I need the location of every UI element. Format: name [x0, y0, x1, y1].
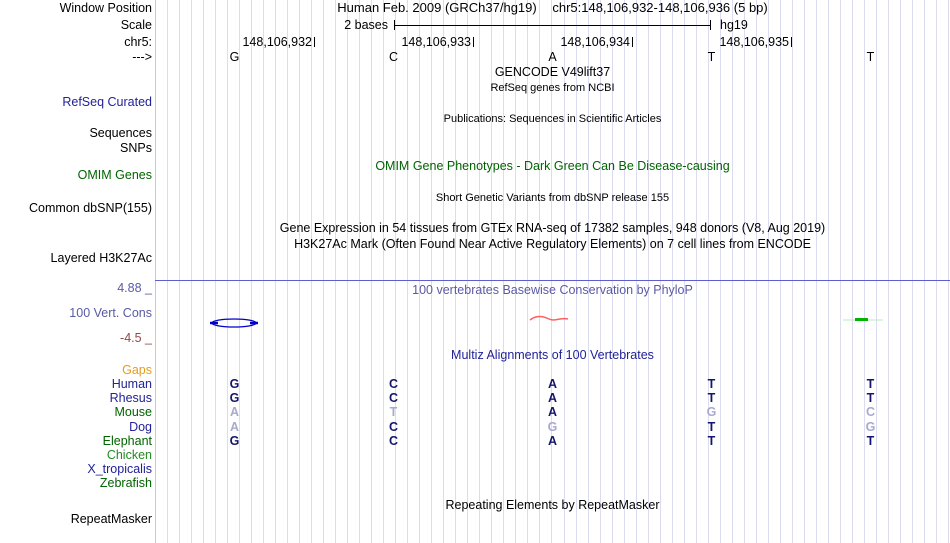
alignment-base: T — [707, 420, 716, 434]
conservation-mark-dash — [843, 318, 883, 321]
conservation-mark-arc — [530, 317, 568, 321]
alignment-base: C — [865, 405, 876, 419]
alignment-base: T — [707, 434, 716, 448]
alignment-row-label-gaps[interactable]: Gaps — [122, 363, 152, 377]
conservation-max-limit: 4.88 _ — [117, 281, 152, 295]
alignment-base: C — [388, 434, 399, 448]
track-title-publications[interactable]: Publications: Sequences in Scientific Articles — [443, 113, 662, 125]
assembly-short-label: hg19 — [720, 18, 748, 32]
alignment-base: C — [388, 391, 399, 405]
track-title-gtex[interactable]: Gene Expression in 54 tissues from GTEx RNA-seq of 17382 samples, 948 donors (V8, Aug 2019) — [279, 221, 826, 235]
track-title-gencode[interactable]: GENCODE V49lift37 — [494, 65, 611, 79]
track-label-refseq-curated[interactable]: RefSeq Curated — [62, 95, 152, 109]
alignment-base: T — [866, 377, 875, 391]
strand-arrow-label: ---> — [132, 50, 152, 64]
conservation-min-limit: -4.5 _ — [120, 331, 152, 345]
track-label-layered-h3k27ac[interactable]: Layered H3K27Ac — [50, 251, 152, 265]
alignment-row-label-elephant[interactable]: Elephant — [102, 434, 152, 448]
track-label-omim-genes[interactable]: OMIM Genes — [77, 168, 152, 182]
alignment-base: A — [547, 377, 558, 391]
sequence-base: A — [548, 50, 557, 64]
position-title: chr5:148,106,932-148,106,936 (5 bp) — [552, 0, 768, 15]
sequence-base: T — [866, 50, 875, 64]
alignment-base: G — [547, 420, 558, 434]
alignment-base: A — [547, 434, 558, 448]
sequence-base: T — [707, 50, 716, 64]
alignment-row-label-rhesus[interactable]: Rhesus — [109, 391, 152, 405]
track-title-omim[interactable]: OMIM Gene Phenotypes - Dark Green Can Be Disease-causing — [375, 159, 730, 173]
alignment-base: A — [229, 420, 240, 434]
alignment-base: T — [707, 391, 716, 405]
window-position-title — [155, 1, 950, 15]
alignment-base: T — [707, 377, 716, 391]
alignment-row-label-zebrafish[interactable]: Zebrafish — [99, 476, 152, 490]
alignment-base: T — [866, 391, 875, 405]
sequence-base: G — [229, 50, 240, 64]
track-label-snps[interactable]: SNPs — [120, 141, 152, 155]
ruler-tick — [791, 37, 792, 47]
alignment-base: G — [865, 420, 876, 434]
chrom-label: chr5: — [124, 35, 152, 49]
assembly-title: Human Feb. 2009 (GRCh37/hg19) — [337, 0, 537, 15]
ruler-coordinate: 148,106,934 — [560, 35, 630, 49]
track-label-common-dbsnp[interactable]: Common dbSNP(155) — [29, 201, 152, 215]
alignment-row-label-mouse[interactable]: Mouse — [114, 405, 152, 419]
alignment-base: T — [389, 405, 398, 419]
track-title-multiz[interactable]: Multiz Alignments of 100 Vertebrates — [451, 348, 654, 362]
track-label-repeatmasker[interactable]: RepeatMasker — [70, 512, 152, 526]
ruler-tick — [314, 37, 315, 47]
alignment-base: G — [229, 377, 240, 391]
track-label-100-vert-cons[interactable]: 100 Vert. Cons — [69, 306, 152, 320]
scale-bar-left-tick — [394, 20, 395, 30]
alignment-base: T — [866, 434, 875, 448]
conservation-wiggle-layer — [155, 308, 950, 338]
alignment-row-label-human[interactable]: Human — [111, 377, 152, 391]
track-label-sequences[interactable]: Sequences — [89, 126, 152, 140]
alignment-row-label-dog[interactable]: Dog — [129, 420, 152, 434]
alignment-base: A — [547, 391, 558, 405]
scale-value: 2 bases — [344, 18, 388, 32]
alignment-base: C — [388, 420, 399, 434]
ruler-tick — [473, 37, 474, 47]
ruler-coordinate: 148,106,935 — [719, 35, 789, 49]
alignment-base: G — [229, 434, 240, 448]
alignment-base: G — [706, 405, 717, 419]
track-title-repeatmasker[interactable]: Repeating Elements by RepeatMasker — [445, 498, 660, 512]
track-separator-line — [155, 280, 950, 281]
track-title-dbsnp[interactable]: Short Genetic Variants from dbSNP release 155 — [435, 192, 670, 204]
alignment-base: A — [229, 405, 240, 419]
track-title-h3k27ac[interactable]: H3K27Ac Mark (Often Found Near Active Regulatory Elements) on 7 cell lines from ENCODE — [294, 237, 811, 251]
track-title-refseq[interactable]: RefSeq genes from NCBI — [490, 82, 615, 94]
sequence-base: C — [388, 50, 399, 64]
alignment-row-label-chicken[interactable]: Chicken — [106, 448, 152, 462]
ruler-coordinate: 148,106,932 — [242, 35, 312, 49]
conservation-mark-ellipse — [210, 319, 258, 327]
alignment-base: A — [547, 405, 558, 419]
alignment-row-label-x_tropicalis[interactable]: X_tropicalis — [87, 462, 152, 476]
alignment-base: C — [388, 377, 399, 391]
ruler-tick — [632, 37, 633, 47]
track-title-conservation[interactable]: 100 vertebrates Basewise Conservation by PhyloP — [412, 283, 693, 297]
ruler-coordinate: 148,106,933 — [401, 35, 471, 49]
window-position-label: Window Position — [59, 1, 152, 15]
alignment-base: G — [229, 391, 240, 405]
scale-bar — [394, 25, 711, 26]
scale-bar-right-tick — [710, 20, 711, 30]
scale-label: Scale — [120, 18, 152, 32]
